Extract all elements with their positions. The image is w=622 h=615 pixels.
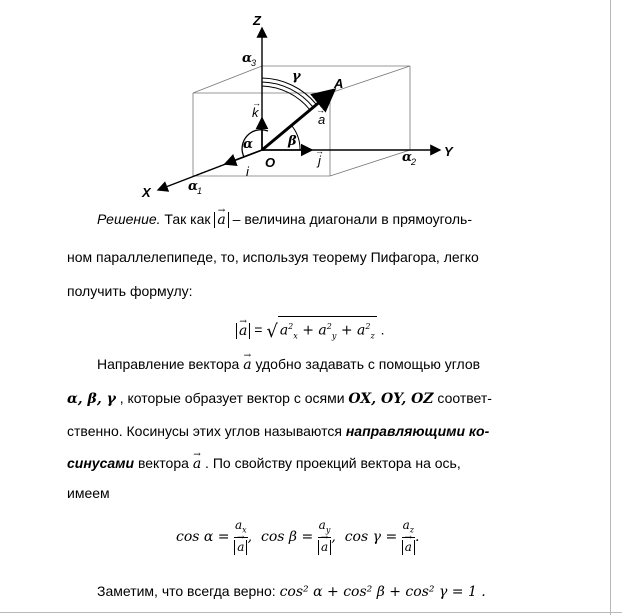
point-a-label: A (334, 76, 344, 91)
equals: = (250, 321, 267, 338)
vector-i-label: i (246, 164, 249, 179)
z-axis-label: Z (253, 13, 261, 28)
term-direction-cosines: направляющими ко- (345, 423, 490, 439)
vector-a-label: a (318, 112, 326, 127)
text-span: соответ- (433, 390, 492, 406)
alpha1-label: α (188, 179, 199, 194)
alpha1-subscript: 1 (197, 186, 203, 196)
cos-alpha: cos α = (176, 529, 230, 546)
parallelepiped-figure (0, 0, 622, 200)
x-axis-label: X (142, 185, 151, 200)
text-line-7 (67, 455, 461, 472)
vector-a-arrow: → (316, 105, 325, 115)
alpha-label: α (243, 137, 254, 152)
identity-formula: cos² α + cos² β + cos² γ = 1 . (279, 584, 486, 600)
text-line-8: имеем (67, 485, 110, 501)
angles: α, β, γ (67, 391, 116, 407)
origin-label: O (265, 155, 276, 170)
gamma-label: γ (292, 69, 301, 84)
sub-x: x (242, 525, 247, 535)
vec-a: → a (243, 357, 251, 373)
vector-k-arrow: → (252, 98, 261, 108)
sub-x: x (293, 331, 298, 341)
vector-j-label: j (318, 153, 321, 168)
text-line-4 (97, 356, 480, 373)
abs-vector-a (236, 323, 250, 339)
text-span: ственно. Косинусы этих углов называются (67, 423, 346, 439)
formula-end: . (376, 321, 385, 338)
text-line-9 (97, 583, 486, 600)
sub-y: y (331, 331, 337, 341)
frac-ay: $a_y$ → a (318, 518, 332, 556)
formula-magnitude (236, 316, 384, 344)
text-span: вектора (134, 455, 193, 471)
text-line-5 (67, 390, 492, 407)
vector-j-arrow: → (315, 146, 324, 156)
text-span: , которые образует вектор с осями (115, 390, 349, 406)
vec-a: → a (405, 540, 412, 555)
vec-a: → a (217, 213, 225, 228)
alpha2-subscript: 2 (411, 157, 417, 167)
beta-label: β (288, 134, 297, 149)
text-span: Направление вектора (97, 356, 244, 372)
term-direction-cosines-end: синусами (67, 455, 135, 471)
radicand: $a^2_x + a^2_y + a^2_z$ (278, 316, 377, 344)
vec-a: → a (321, 540, 328, 555)
text-span: Заметим, что всегда верно: (97, 583, 280, 599)
sub-z: z (409, 525, 414, 535)
cosine-formulas: cos α = $a_x$ → a , cos β = $a_y$ → a , cos γ = $a_z$ → a . (176, 518, 419, 556)
solution-label: Решение. (97, 211, 161, 227)
text-line-2: ном параллелепипеде, то, используя теорему Пифагора, легко (67, 249, 479, 265)
axes (158, 28, 440, 190)
abs-vector-a (214, 212, 228, 228)
y-axis-label: Y (444, 144, 453, 159)
text-line-6 (67, 423, 489, 439)
radical-sign: √ (266, 320, 278, 342)
frac-ax: $a_x$ → a (234, 518, 248, 556)
cos-gamma: cos γ = (344, 529, 398, 546)
text-span: – величина диагонали в прямоуголь- (228, 211, 472, 227)
vec-a: → a (237, 540, 244, 555)
text-line-1 (97, 211, 472, 228)
vector-k-label: k (252, 105, 259, 120)
page-edge-bottom (0, 612, 622, 613)
alpha2-label: α (402, 150, 413, 165)
text-span: удобно задавать с помощью углов (251, 356, 481, 372)
text-span: . По свойству проекций вектора на ось, (201, 455, 461, 471)
frac-az: $a_z$ → a (402, 518, 415, 556)
text-span: Так как (160, 211, 215, 227)
vec-a: → a (239, 324, 247, 339)
alpha3-subscript: 3 (251, 58, 257, 68)
sub-z: z (370, 331, 375, 341)
text-line-3: получить формулу: (67, 283, 193, 299)
vec-a: → a (193, 456, 201, 472)
axes-names: OX, OY, OZ (348, 391, 434, 407)
sub-y: y (325, 525, 331, 535)
alpha3-label: α (242, 51, 253, 66)
cos-beta: cos β = (261, 529, 314, 546)
box-edges (193, 66, 413, 176)
